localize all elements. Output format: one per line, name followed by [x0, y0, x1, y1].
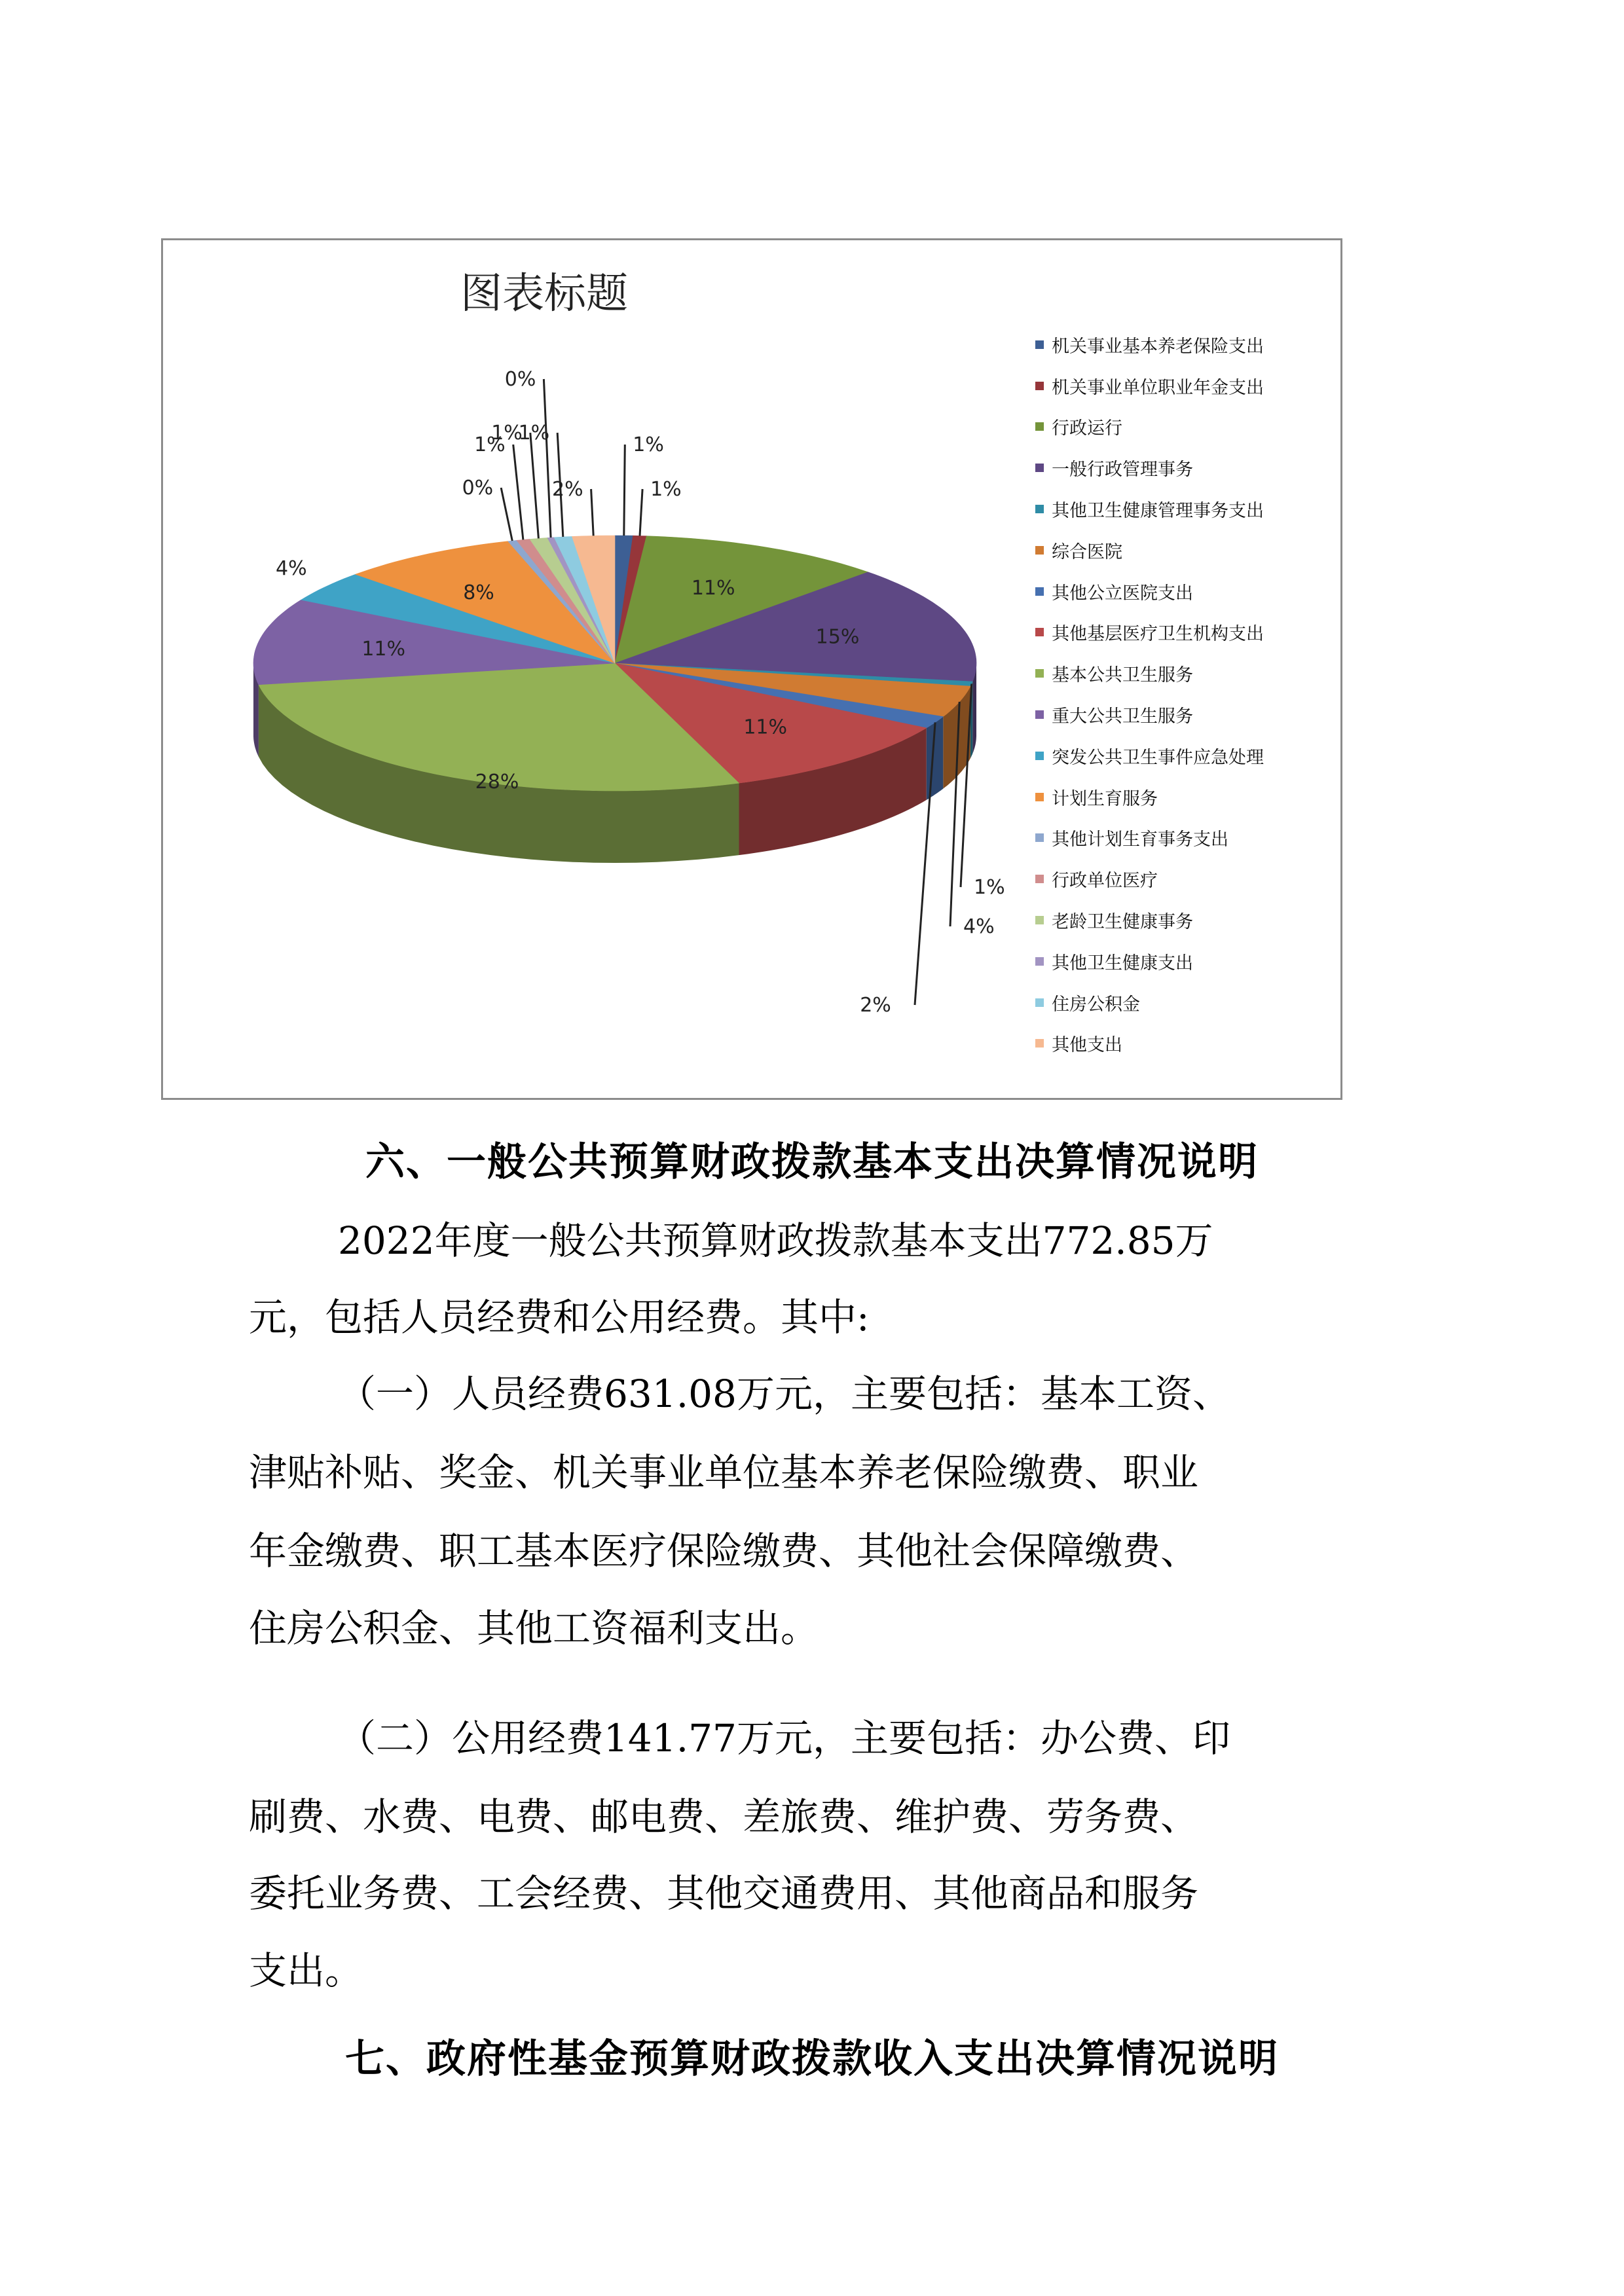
- legend-item: [1035, 735, 1264, 776]
- legend-item: [1035, 941, 1264, 982]
- legend-label: 住房公积金: [1052, 994, 1140, 1015]
- data-label: 1%: [650, 478, 682, 501]
- paragraph-line: 支出。: [249, 1948, 363, 1993]
- leader-line: [640, 489, 642, 536]
- data-label: 4%: [276, 556, 307, 580]
- data-label: 1%: [633, 433, 664, 456]
- legend-swatch: [1035, 422, 1044, 431]
- legend-item: [1035, 653, 1264, 694]
- legend-label: 综合医院: [1052, 541, 1122, 562]
- data-label: 1%: [491, 422, 523, 445]
- paragraph-line: 住房公积金、其他工资福利支出。: [249, 1606, 819, 1650]
- legend-swatch: [1035, 998, 1044, 1007]
- data-label: 1%: [474, 433, 506, 456]
- data-label: 0%: [462, 477, 494, 500]
- leader-line: [624, 445, 625, 536]
- paragraph-line: 刷费、水费、电费、邮电费、差旅费、维护费、劳务费、: [249, 1795, 1199, 1839]
- legend-swatch: [1035, 793, 1044, 801]
- legend-swatch: [1035, 957, 1044, 966]
- data-label: 0%: [504, 368, 536, 391]
- legend-swatch: [1035, 505, 1044, 513]
- pie-chart: [163, 240, 1165, 1098]
- legend-item: [1035, 324, 1264, 365]
- data-label: 11%: [361, 637, 406, 661]
- paragraph-line: （一）人员经费631.08万元，主要包括：基本工资、: [338, 1372, 1230, 1416]
- chart-title: 图表标题: [460, 270, 628, 318]
- legend-label: 行政运行: [1052, 418, 1122, 439]
- legend-item: [1035, 1023, 1264, 1065]
- legend-swatch: [1035, 546, 1044, 555]
- data-label: 1%: [974, 876, 1005, 899]
- legend-label: 其他基层医疗卫生机构支出: [1052, 624, 1264, 645]
- legend-label: 基本公共卫生服务: [1052, 665, 1193, 686]
- legend-item: [1035, 858, 1264, 900]
- legend-label: 计划生育服务: [1052, 788, 1158, 809]
- legend-item: [1035, 530, 1264, 571]
- data-label: 28%: [475, 771, 519, 794]
- legend-swatch: [1035, 464, 1044, 472]
- legend-label: 重大公共卫生服务: [1052, 706, 1193, 727]
- legend-item: [1035, 900, 1264, 941]
- leader-line: [591, 489, 594, 536]
- paragraph-line: 年金缴费、职工基本医疗保险缴费、其他社会保障缴费、: [249, 1529, 1199, 1573]
- leader-line: [513, 445, 523, 539]
- pie-top-group: [253, 536, 976, 794]
- data-label: 8%: [463, 581, 494, 604]
- paragraph-line: 津贴补贴、奖金、机关事业单位基本养老保险缴费、职业: [249, 1450, 1199, 1495]
- legend-item: [1035, 571, 1264, 612]
- legend-swatch: [1035, 710, 1044, 719]
- legend-label: 行政单位医疗: [1052, 871, 1158, 892]
- chart-legend: [1035, 324, 1264, 1064]
- legend-item: [1035, 776, 1264, 818]
- legend-swatch: [1035, 833, 1044, 842]
- legend-label: 其他公立医院支出: [1052, 583, 1193, 604]
- section-heading-7: 七、政府性基金预算财政拨款收入支出决算情况说明: [345, 2036, 1279, 2082]
- legend-item: [1035, 488, 1264, 530]
- legend-item: [1035, 818, 1264, 859]
- legend-swatch: [1035, 1039, 1044, 1048]
- paragraph-line: 2022年度一般公共预算财政拨款基本支出772.85万: [338, 1218, 1213, 1263]
- legend-swatch: [1035, 628, 1044, 636]
- data-label: 2%: [860, 994, 891, 1017]
- legend-item: [1035, 447, 1264, 488]
- leader-line: [530, 433, 539, 538]
- legend-label: 老龄卫生健康事务: [1052, 912, 1193, 933]
- data-label: 11%: [691, 576, 735, 600]
- legend-label: 一般行政管理事务: [1052, 460, 1193, 481]
- legend-swatch: [1035, 340, 1044, 349]
- paragraph-line: 元，包括人员经费和公用经费。其中:: [249, 1295, 870, 1339]
- legend-label: 其他卫生健康管理事务支出: [1052, 501, 1264, 522]
- legend-swatch: [1035, 875, 1044, 883]
- legend-item: [1035, 694, 1264, 735]
- legend-swatch: [1035, 916, 1044, 924]
- legend-item: [1035, 365, 1264, 407]
- paragraph-line: （二）公用经费141.77万元，主要包括：办公费、印: [338, 1716, 1230, 1760]
- legend-label: 其他支出: [1052, 1035, 1122, 1056]
- leader-line: [501, 488, 512, 541]
- legend-label: 机关事业单位职业年金支出: [1052, 377, 1264, 398]
- data-label: 1%: [518, 422, 550, 445]
- legend-swatch: [1035, 752, 1044, 760]
- legend-label: 突发公共卫生事件应急处理: [1052, 747, 1264, 768]
- legend-label: 机关事业基本养老保险支出: [1052, 336, 1264, 357]
- legend-label: 其他卫生健康支出: [1052, 953, 1193, 974]
- data-label: 2%: [552, 478, 583, 501]
- legend-swatch: [1035, 587, 1044, 596]
- leader-line: [544, 379, 551, 538]
- legend-label: 其他计划生育事务支出: [1052, 829, 1228, 850]
- legend-swatch: [1035, 382, 1044, 390]
- paragraph-line: 委托业务费、工会经费、其他交通费用、其他商品和服务: [249, 1871, 1199, 1916]
- section-heading-6: 六、一般公共预算财政拨款基本支出决算情况说明: [365, 1139, 1259, 1185]
- data-label: 11%: [743, 716, 788, 739]
- legend-swatch: [1035, 669, 1044, 678]
- legend-item: [1035, 612, 1264, 653]
- legend-item: [1035, 407, 1264, 448]
- chart-frame: [161, 238, 1342, 1100]
- legend-item: [1035, 982, 1264, 1023]
- data-label: 15%: [815, 625, 860, 649]
- data-label: 4%: [963, 915, 995, 938]
